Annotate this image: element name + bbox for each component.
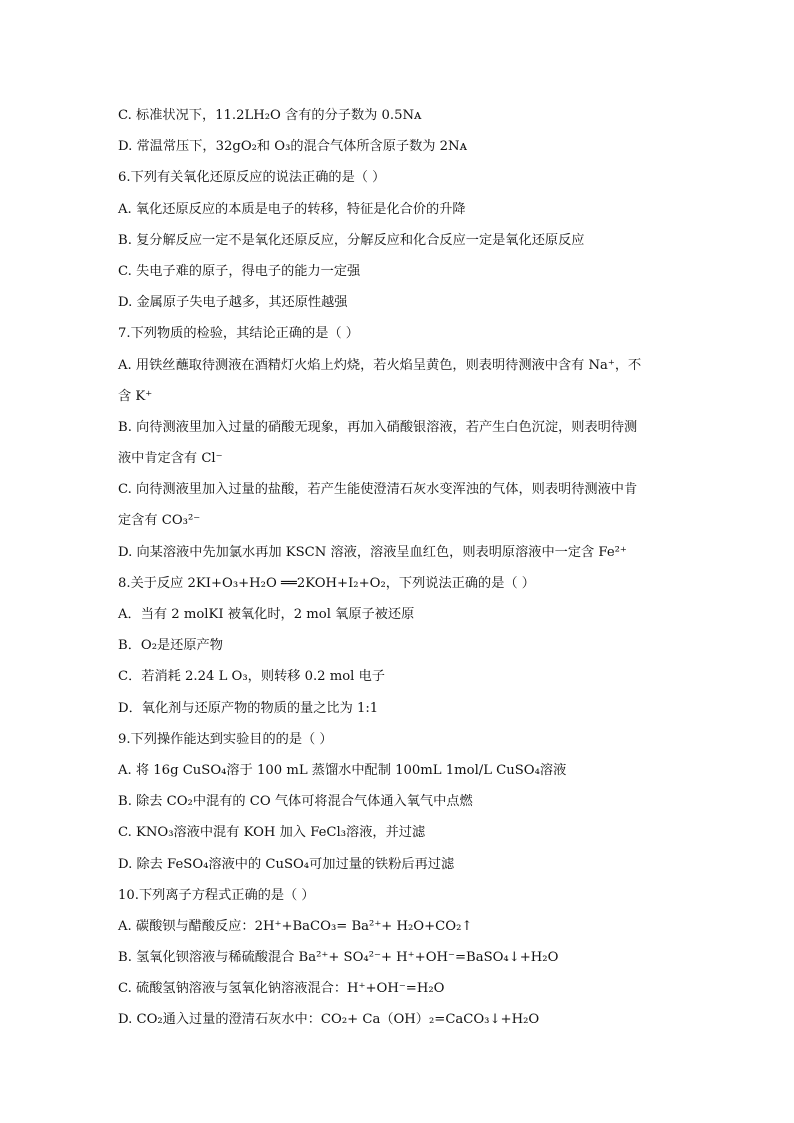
- question-8-stem: 8.关于反应 2KI+O₃+H₂O ══2KOH+I₂+O₂，下列说法正确的是（ ）: [118, 575, 535, 591]
- question-8-option-a: A．当有 2 molKI 被氧化时，2 mol 氧原子被还原: [118, 607, 415, 622]
- question-9-stem: 9.下列操作能达到实验目的的是（ ）: [118, 731, 333, 747]
- document-page: [118, 100, 688, 1036]
- question-9-option-a: A. 将 16g CuSO₄溶于 100 mL 蒸馏水中配制 100mL 1mol/L CuSO₄溶液: [118, 762, 567, 778]
- question-7-option-a-line-1: A. 用铁丝蘸取待测液在酒精灯火焰上灼烧，若火焰呈黄色，则表明待测液中含有 Na⁺，不: [118, 357, 642, 373]
- question-7-option-b-line-2: 液中肯定含有 Cl⁻: [118, 451, 223, 467]
- question-8-option-d: D．氧化剂与还原产物的物质的量之比为 1:1: [118, 700, 379, 716]
- question-7-option-d: D. 向某溶液中先加氯水再加 KSCN 溶液，溶液呈血红色，则表明原溶液中一定含 Fe²⁺: [118, 544, 627, 560]
- question-5-option-c: C. 标准状况下，11.2LH₂O 含有的分子数为 0.5Nᴀ: [118, 108, 422, 123]
- question-8-option-b: B．O₂是还原产物: [118, 638, 223, 654]
- question-7-option-a-line-2: 含 K⁺: [118, 388, 153, 404]
- question-10-option-b: B. 氢氧化钡溶液与稀硫酸混合 Ba²⁺+ SO₄²⁻+ H⁺+OH⁻=BaSO₄↓+H₂O: [118, 950, 559, 966]
- question-9-option-d: D. 除去 FeSO₄溶液中的 CuSO₄可加过量的铁粉后再过滤: [118, 856, 455, 872]
- question-6-option-a: A. 氧化还原反应的本质是电子的转移，特征是化合价的升降: [118, 201, 466, 217]
- question-7-stem: 7.下列物质的检验，其结论正确的是（ ）: [118, 326, 359, 342]
- question-9-option-b: B. 除去 CO₂中混有的 CO 气体可将混合气体通入氧气中点燃: [118, 794, 473, 810]
- question-10-stem: 10.下列离子方程式正确的是（ ）: [118, 887, 315, 903]
- question-6-stem: 6.下列有关氧化还原反应的说法正确的是（ ）: [118, 170, 386, 186]
- question-8-option-c: C．若消耗 2.24 L O₃，则转移 0.2 mol 电子: [118, 669, 385, 685]
- question-7-option-c-line-1: C. 向待测液里加入过量的盐酸，若产生能使澄清石灰水变浑浊的气体，则表明待测液中肯: [118, 482, 638, 498]
- question-6-option-c: C. 失电子难的原子，得电子的能力一定强: [118, 263, 361, 279]
- question-10-option-a: A. 碳酸钡与醋酸反应：2H⁺+BaCO₃= Ba²⁺+ H₂O+CO₂↑: [118, 918, 473, 934]
- question-5-option-d: D. 常温常压下，32gO₂和 O₃的混合气体所含原子数为 2Nᴀ: [118, 139, 468, 155]
- question-6-option-b: B. 复分解反应一定不是氧化还原反应，分解反应和化合反应一定是氧化还原反应: [118, 232, 585, 248]
- question-6-option-d: D. 金属原子失电子越多，其还原性越强: [118, 295, 348, 311]
- question-10-option-c: C. 硫酸氢钠溶液与氢氧化钠溶液混合：H⁺+OH⁻=H₂O: [118, 981, 445, 997]
- question-7-option-b-line-1: B. 向待测液里加入过量的硝酸无现象，再加入硝酸银溶液，若产生白色沉淀，则表明待测: [118, 419, 638, 435]
- question-10-option-d: D. CO₂通入过量的澄清石灰水中：CO₂+ Ca（OH）₂=CaCO₃↓+H₂O: [118, 1012, 540, 1028]
- question-9-option-c: C. KNO₃溶液中混有 KOH 加入 FeCl₃溶液，并过滤: [118, 825, 426, 841]
- question-7-option-c-line-2: 定含有 CO₃²⁻: [118, 513, 201, 529]
